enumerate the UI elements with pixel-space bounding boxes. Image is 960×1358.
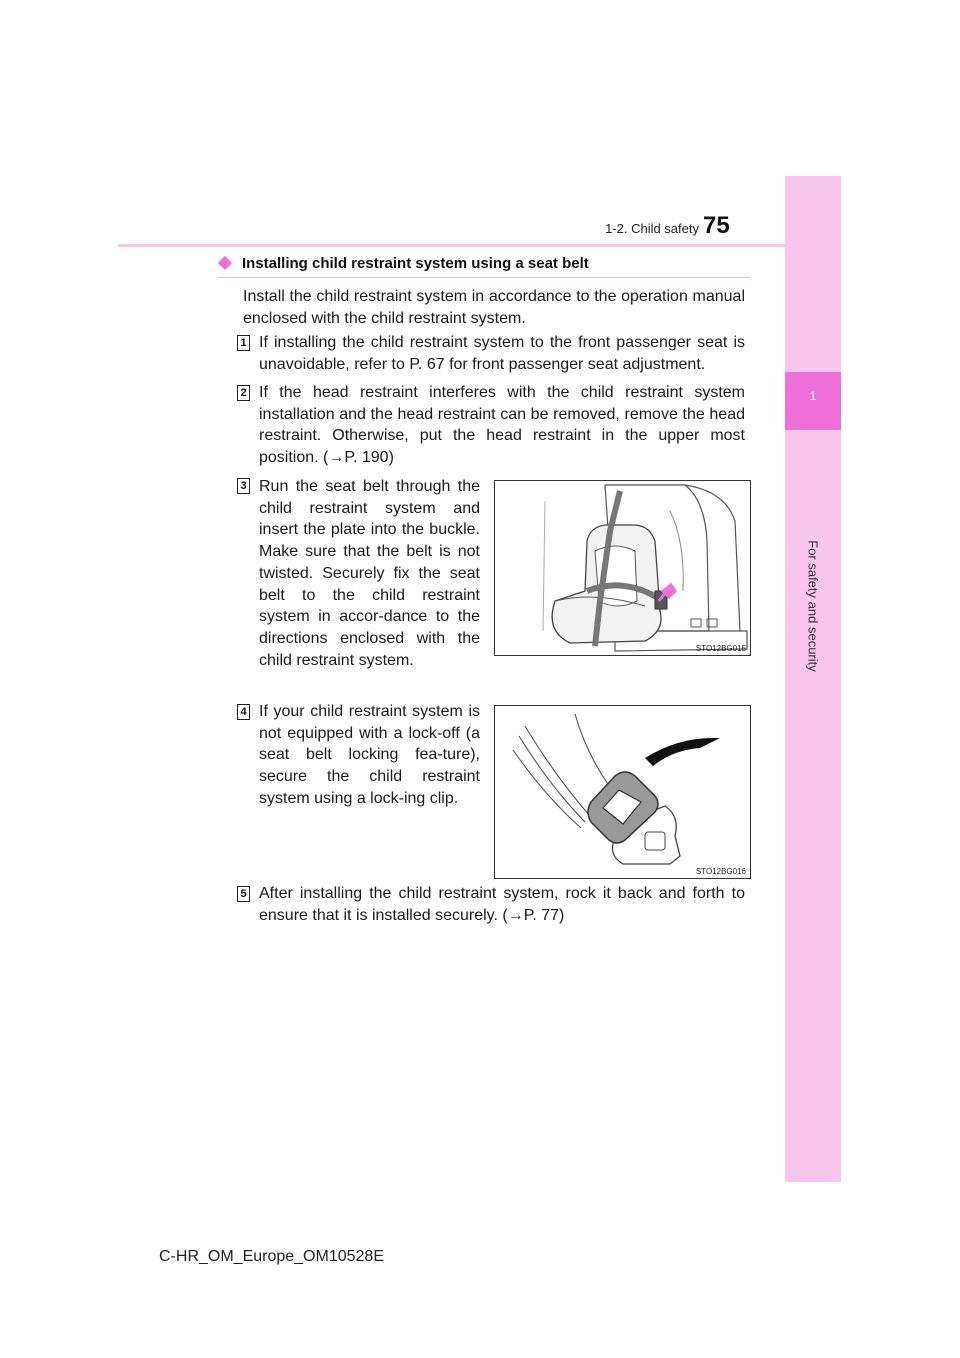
child-seat-figure [494,480,751,656]
document-footer: C-HR_OM_Europe_OM10528E [159,1248,384,1265]
step-number-badge: 3 [237,478,250,494]
step-number-badge: 4 [237,704,250,720]
figure-id: STO12BG016 [695,867,746,876]
step-number-badge: 1 [237,335,250,351]
step-number-badge: 2 [237,385,250,401]
step-number-badge: 5 [237,886,250,902]
chapter-tab-number: 1 [809,389,817,403]
step-text: After installing the child restraint system, rock it back and forth to ensure that it is installed securely. (→P. 77) [259,885,745,924]
page-number: 75 [703,212,730,239]
chapter-label: For safety and security [805,540,821,672]
locking-clip-illustration [495,706,750,878]
child-seat-illustration [495,481,750,655]
header-divider [118,244,841,247]
diamond-bullet-icon [218,256,232,270]
step-text: Run the seat belt through the child restraint system and insert the plate into the buckle. Make sure that the belt is not twisted. Securely fix the seat belt to the child restraint system in accor-dance to the directions enclosed with the child restraint system. [259,478,480,669]
step-text: If your child restraint system is not equipped with a lock-off (a seat belt locking fea-ture), secure the child restraint system using a lock-ing clip. [259,703,480,807]
section-title: 1-2. Child safety [605,221,699,236]
chapter-sidebar [785,176,841,1182]
locking-clip-figure [494,705,751,879]
sub-heading [218,255,750,278]
step-text: If installing the child restraint system to the front passenger seat is unavoidable, refer to P. 67 for front passenger seat adjustment. [259,334,745,373]
figure-id: STO12BG015 [695,644,746,653]
sub-heading-text: Installing child restraint system using a seat belt [242,255,589,272]
intro-paragraph: Install the child restraint system in accordance to the operation manual enclosed with the child restraint system. [243,288,745,327]
step-text: If the head restraint interferes with the child restraint system installation and the head restraint can be removed, remove the head restraint. Otherwise, put the head restraint in the upper most position. (→P. 190) [259,384,745,467]
